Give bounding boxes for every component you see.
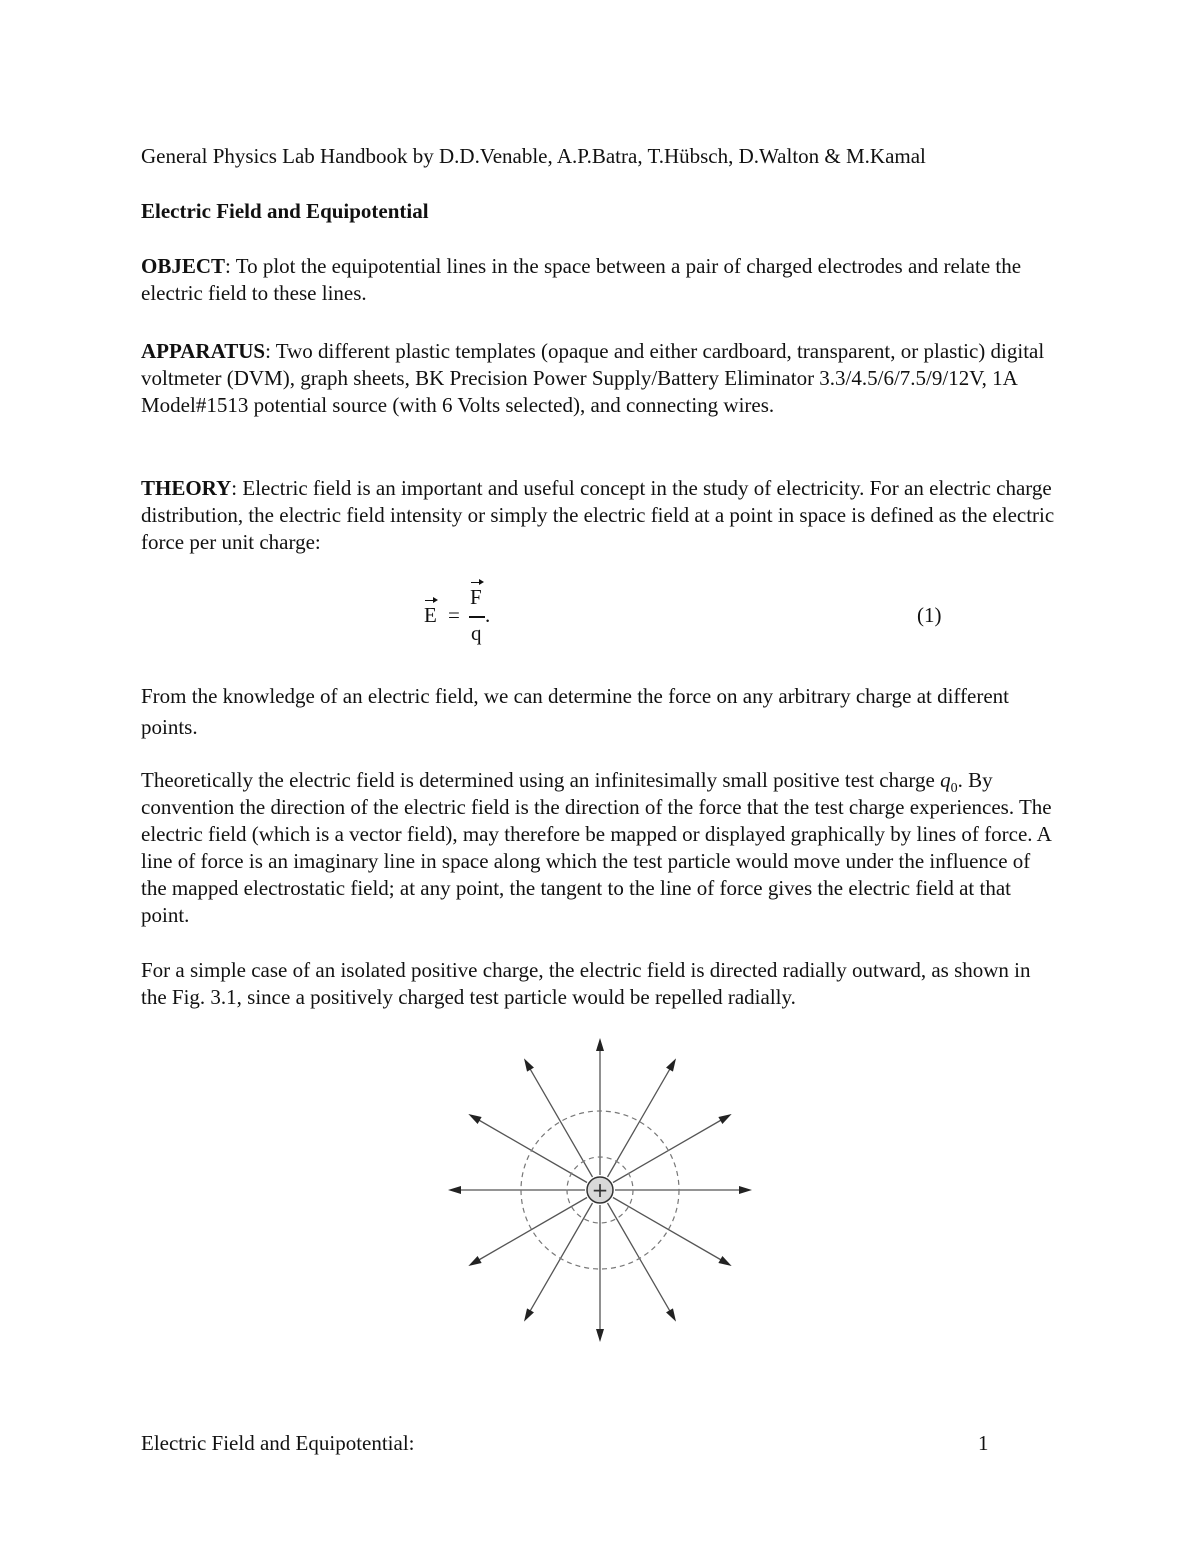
field-arrowhead <box>666 1308 676 1321</box>
field-arrowhead <box>448 1186 461 1194</box>
field-arrowhead <box>524 1058 534 1071</box>
field-line <box>529 1067 593 1177</box>
field-line <box>608 1067 672 1177</box>
object-text: : To plot the equipotential lines in the space between a pair of charged electrodes and relate the electric field to these lines. <box>141 254 1022 305</box>
field-arrowhead <box>718 1256 731 1266</box>
knowledge-paragraph: From the knowledge of an electric field, we can determine the force on any arbitrary charge at different points. <box>141 684 1010 739</box>
handbook-header: General Physics Lab Handbook by D.D.Venable, A.P.Batra, T.Hübsch, D.Walton & M.Kamal <box>141 144 926 168</box>
apparatus-paragraph <box>141 338 1061 419</box>
field-arrowhead <box>468 1114 481 1124</box>
theory-label: THEORY <box>141 476 232 500</box>
apparatus-label: APPARATUS <box>141 339 266 363</box>
test-charge-text-after: . By convention the direction of the electric field is the direction of the force that the test charge experiences. The electric field (which is a vector field), may therefore be mapped or displayed graphically by lines of force. A line of force is an imaginary line in space along which the test particle would move under the influence of the mapped electrostatic field; at any point, the tangent to the line of force gives the electric field at that point. <box>141 768 1052 927</box>
equation-lhs: E <box>424 603 437 627</box>
equation-numerator: F <box>470 585 482 609</box>
object-paragraph <box>141 253 1061 307</box>
equation-trailing-period: . <box>485 603 491 627</box>
section-title: Electric Field and Equipotential <box>141 199 429 223</box>
field-arrowhead <box>666 1058 676 1071</box>
test-charge-text-before: Theoretically the electric field is determined using an infinitesimally small positive test charge <box>141 768 941 792</box>
positive-charge-group <box>587 1177 613 1203</box>
field-arrowhead <box>596 1329 604 1342</box>
field-arrowhead <box>739 1186 752 1194</box>
test-charge-symbol: q <box>940 768 951 792</box>
object-label: OBJECT <box>141 254 226 278</box>
theory-paragraph <box>141 475 1061 556</box>
equation-number: (1) <box>917 603 942 627</box>
test-charge-subscript: 0 <box>950 781 958 797</box>
fraction-bar <box>469 616 485 618</box>
field-arrowhead <box>718 1114 731 1124</box>
field-arrowhead <box>524 1308 534 1321</box>
electric-field-equation <box>424 584 514 654</box>
page-number: 1 <box>978 1431 989 1455</box>
field-arrowhead <box>596 1038 604 1051</box>
field-line <box>477 1198 587 1262</box>
charge-sign-label: + <box>591 1178 609 1202</box>
field-line <box>613 1198 723 1262</box>
test-charge-paragraph <box>141 767 1061 929</box>
isolated-charge-paragraph: For a simple case of an isolated positive charge, the electric field is directed radially outward, as shown in the Fig. 3.1, since a positively charged test particle would be repelled radially. <box>141 958 1031 1009</box>
equation-equals: = <box>448 603 460 627</box>
equation-denominator: q <box>471 621 482 645</box>
apparatus-text: : Two different plastic templates (opaque and either cardboard, transparent, or plastic) digital voltmeter (DVM), graph sheets, BK Precision Power Supply/Battery Eliminator 3.3/4.5/6/7.5/9/12V, 1A Model#1513 potential source (with 6 Volts selected), and connecting wires. <box>141 339 1045 417</box>
footer-title: Electric Field and Equipotential: <box>141 1431 415 1455</box>
radial-field-diagram <box>440 1030 760 1350</box>
theory-text: : Electric field is an important and useful concept in the study of electricity. For an electric charge distribution, the electric field intensity or simply the electric field at a point in space is defined as the electric force per unit charge: <box>141 476 1055 554</box>
field-arrowhead <box>468 1256 481 1266</box>
